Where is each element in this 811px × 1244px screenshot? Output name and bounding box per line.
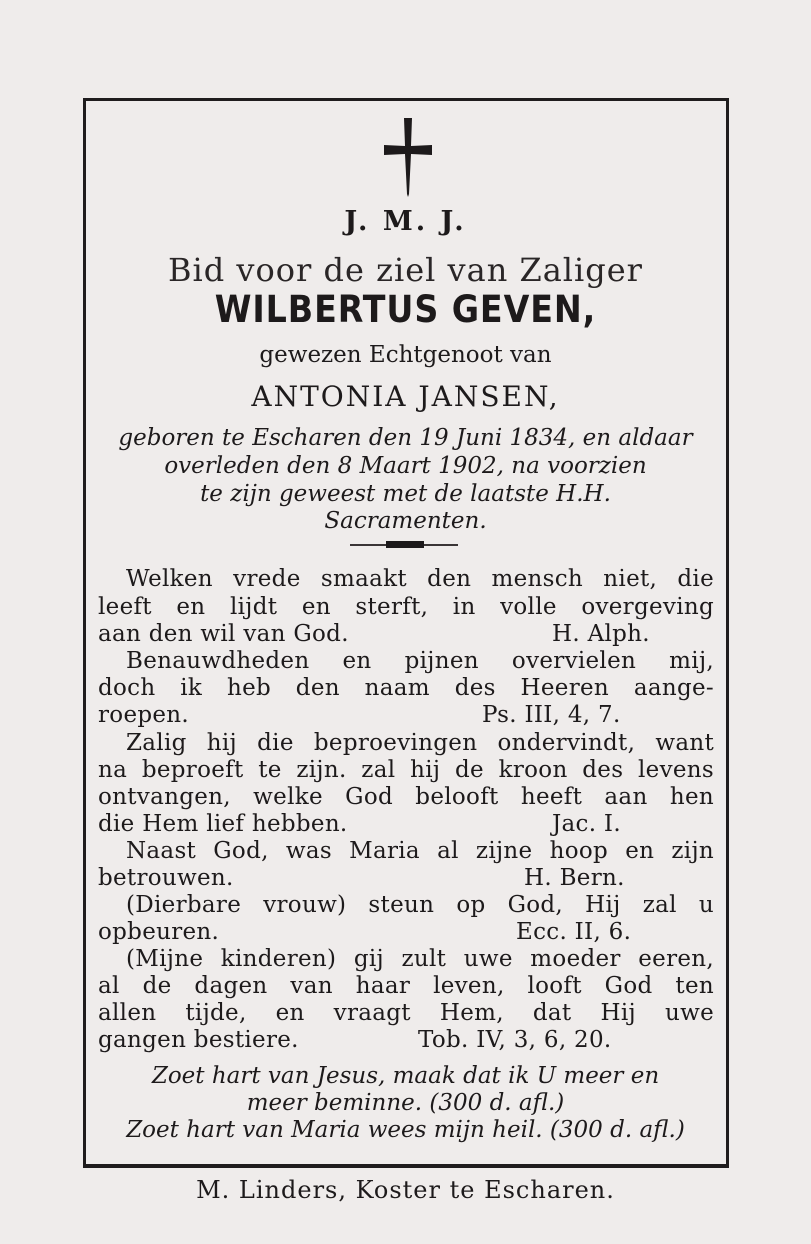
- verse-line: ontvangen, welke God belooft heeft aan hen: [98, 784, 714, 810]
- verse-line: doch ik heb den naam des Heeren aange-: [98, 675, 714, 701]
- verse-text: betrouwen.: [98, 865, 234, 891]
- verse-line: [98, 811, 714, 839]
- verse-line: [98, 621, 714, 649]
- verse-line: leeft en lijdt en sterft, in volle overgeving: [98, 594, 714, 620]
- verse-text: die Hem lief hebben.: [98, 811, 348, 837]
- cross-icon: [380, 116, 436, 198]
- verse-line: al de dagen van haar leven, looft God ten: [98, 973, 714, 999]
- birth-line: te zijn geweest met de laatste H.H.: [200, 481, 611, 507]
- verse-line: Zalig hij die beproevingen ondervindt, want: [126, 730, 714, 756]
- verse-line: Naast God, was Maria al zijne hoop en zijn: [126, 838, 714, 864]
- verse-line: na beproeft te zijn. zal hij de kroon des levens: [98, 757, 714, 783]
- verse-line: [98, 865, 714, 893]
- verse-line: [98, 1027, 714, 1055]
- verse-text: roepen.: [98, 702, 190, 728]
- birth-line: overleden den 8 Maart 1902, na voorzien: [164, 453, 647, 479]
- verse-line: allen tijde, en vraagt Hem, dat Hij uwe: [98, 1000, 714, 1026]
- verse-reference: Ps. III, 4, 7.: [482, 702, 621, 728]
- verse-line: (Dierbare vrouw) steun op God, Hij zal u: [126, 892, 714, 918]
- prayer-line: Bid voor de ziel van Zaliger: [168, 251, 643, 289]
- verse-text: opbeuren.: [98, 919, 220, 945]
- invocation-line: meer beminne. (300 d. afl.): [246, 1090, 565, 1116]
- verse-reference: Ecc. II, 6.: [516, 919, 632, 945]
- initials: J. M. J.: [344, 206, 467, 237]
- verse-line: (Mijne kinderen) gij zult uwe moeder eeren,: [126, 946, 714, 972]
- verse-reference: Jac. I.: [552, 811, 621, 837]
- verse-reference: H. Bern.: [524, 865, 625, 891]
- separator-ornament: [386, 541, 424, 548]
- birth-line: Sacramenten.: [324, 508, 487, 534]
- spouse-label: gewezen Echtgenoot van: [259, 342, 552, 368]
- verse-text: gangen bestiere.: [98, 1027, 299, 1053]
- verse-text: aan den wil van God.: [98, 621, 349, 647]
- verse-line: Benauwdheden en pijnen overvielen mij,: [126, 648, 714, 674]
- printer-credit: M. Linders, Koster te Escharen.: [196, 1176, 615, 1204]
- verse-line: [98, 919, 714, 947]
- verse-reference: H. Alph.: [552, 621, 650, 647]
- birth-line: geboren te Escharen den 19 Juni 1834, en aldaar: [118, 425, 693, 451]
- spouse-name: ANTONIA JANSEN,: [251, 380, 560, 413]
- verse-line: Welken vrede smaakt den mensch niet, die: [126, 566, 714, 592]
- verse-line: [98, 702, 714, 730]
- verse-reference: Tob. IV, 3, 6, 20.: [418, 1027, 612, 1053]
- invocation-line: Zoet hart van Maria wees mijn heil. (300 d. afl.): [126, 1117, 685, 1143]
- invocation-line: Zoet hart van Jesus, maak dat ik U meer en: [151, 1063, 660, 1089]
- deceased-name: WILBERTUS GEVEN,: [214, 288, 597, 331]
